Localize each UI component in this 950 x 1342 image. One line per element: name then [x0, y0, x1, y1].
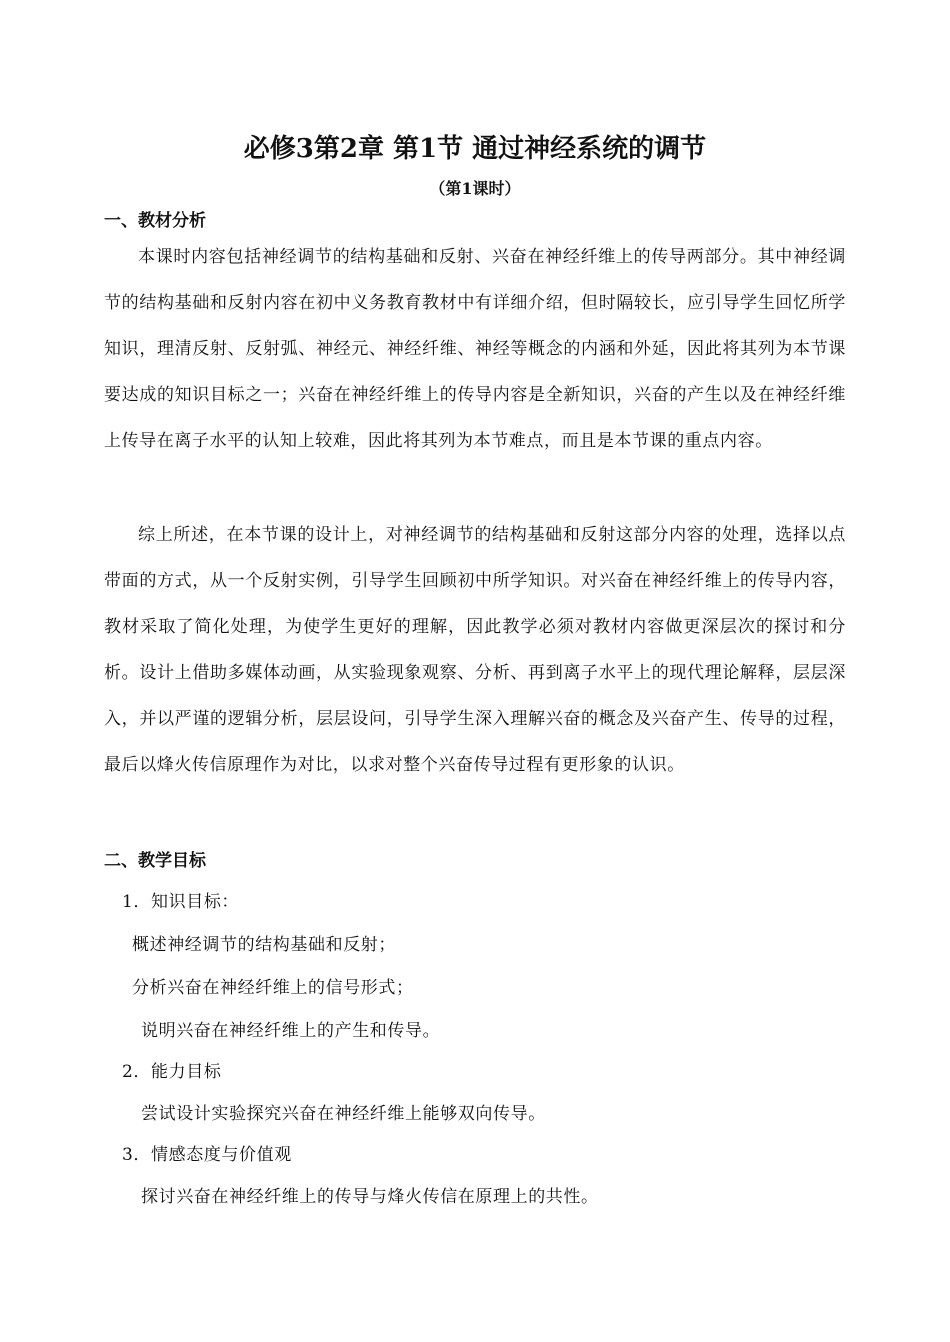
section-heading-textbook-analysis: 一、教材分析: [104, 211, 206, 231]
goal-ability-label: 2．能力目标: [122, 1062, 222, 1082]
goal-attitude-label: 3．情感态度与价值观: [122, 1145, 292, 1165]
paragraph-content-overview: 本课时内容包括神经调节的结构基础和反射、兴奋在神经纤维上的传导两部分。其中神经调节的结构基础和反射内容在初中义务教育教材中有详细介绍，但时隔较长，应引导学生回忆所学知识，理清反射、反射弧、神经元、神经纤维、神经等概念的内涵和外延，因此将其列为本节课要达成的知识目标之一；兴奋在神经纤维上的传导内容是全新知识，兴奋的产生以及在神经纤维上传导在离子水平的认知上较难，因此将其列为本节难点，而且是本节课的重点内容。: [104, 247, 846, 451]
paragraph-design-summary: 综上所述，在本节课的设计上，对神经调节的结构基础和反射这部分内容的处理，选择以点带面的方式，从一个反射实例，引导学生回顾初中所学知识。对兴奋在神经纤维上的传导内容，教材采取了简化处理，为使学生更好的理解，因此教学必须对教材内容做更深层次的探讨和分析。设计上借助多媒体动画，从实验现象观察、分析、再到离子水平上的现代理论解释，层层深入，并以严谨的逻辑分析，层层设问，引导学生深入理解兴奋的概念及兴奋产生、传导的过程，最后以烽火传信原理作为对比，以求对整个兴奋传导过程有更形象的认识。: [104, 525, 846, 775]
goal-knowledge-label: 1．知识目标：: [122, 892, 240, 912]
document-subtitle: （第1课时）: [429, 179, 521, 198]
document-title: 必修3第2章 第1节 通过神经系统的调节: [243, 134, 707, 164]
goal-ability-item: 尝试设计实验探究兴奋在神经纤维上能够双向传导。: [141, 1104, 546, 1124]
goal-knowledge-item-1: 概述神经调节的结构基础和反射；: [132, 935, 396, 955]
goal-attitude-item: 探讨兴奋在神经纤维上的传导与烽火传信在原理上的共性。: [141, 1187, 599, 1207]
section-heading-teaching-goals: 二、教学目标: [104, 851, 206, 871]
goal-knowledge-item-2: 分析兴奋在神经纤维上的信号形式；: [132, 978, 414, 998]
goal-knowledge-item-3: 说明兴奋在神经纤维上的产生和传导。: [141, 1021, 441, 1041]
